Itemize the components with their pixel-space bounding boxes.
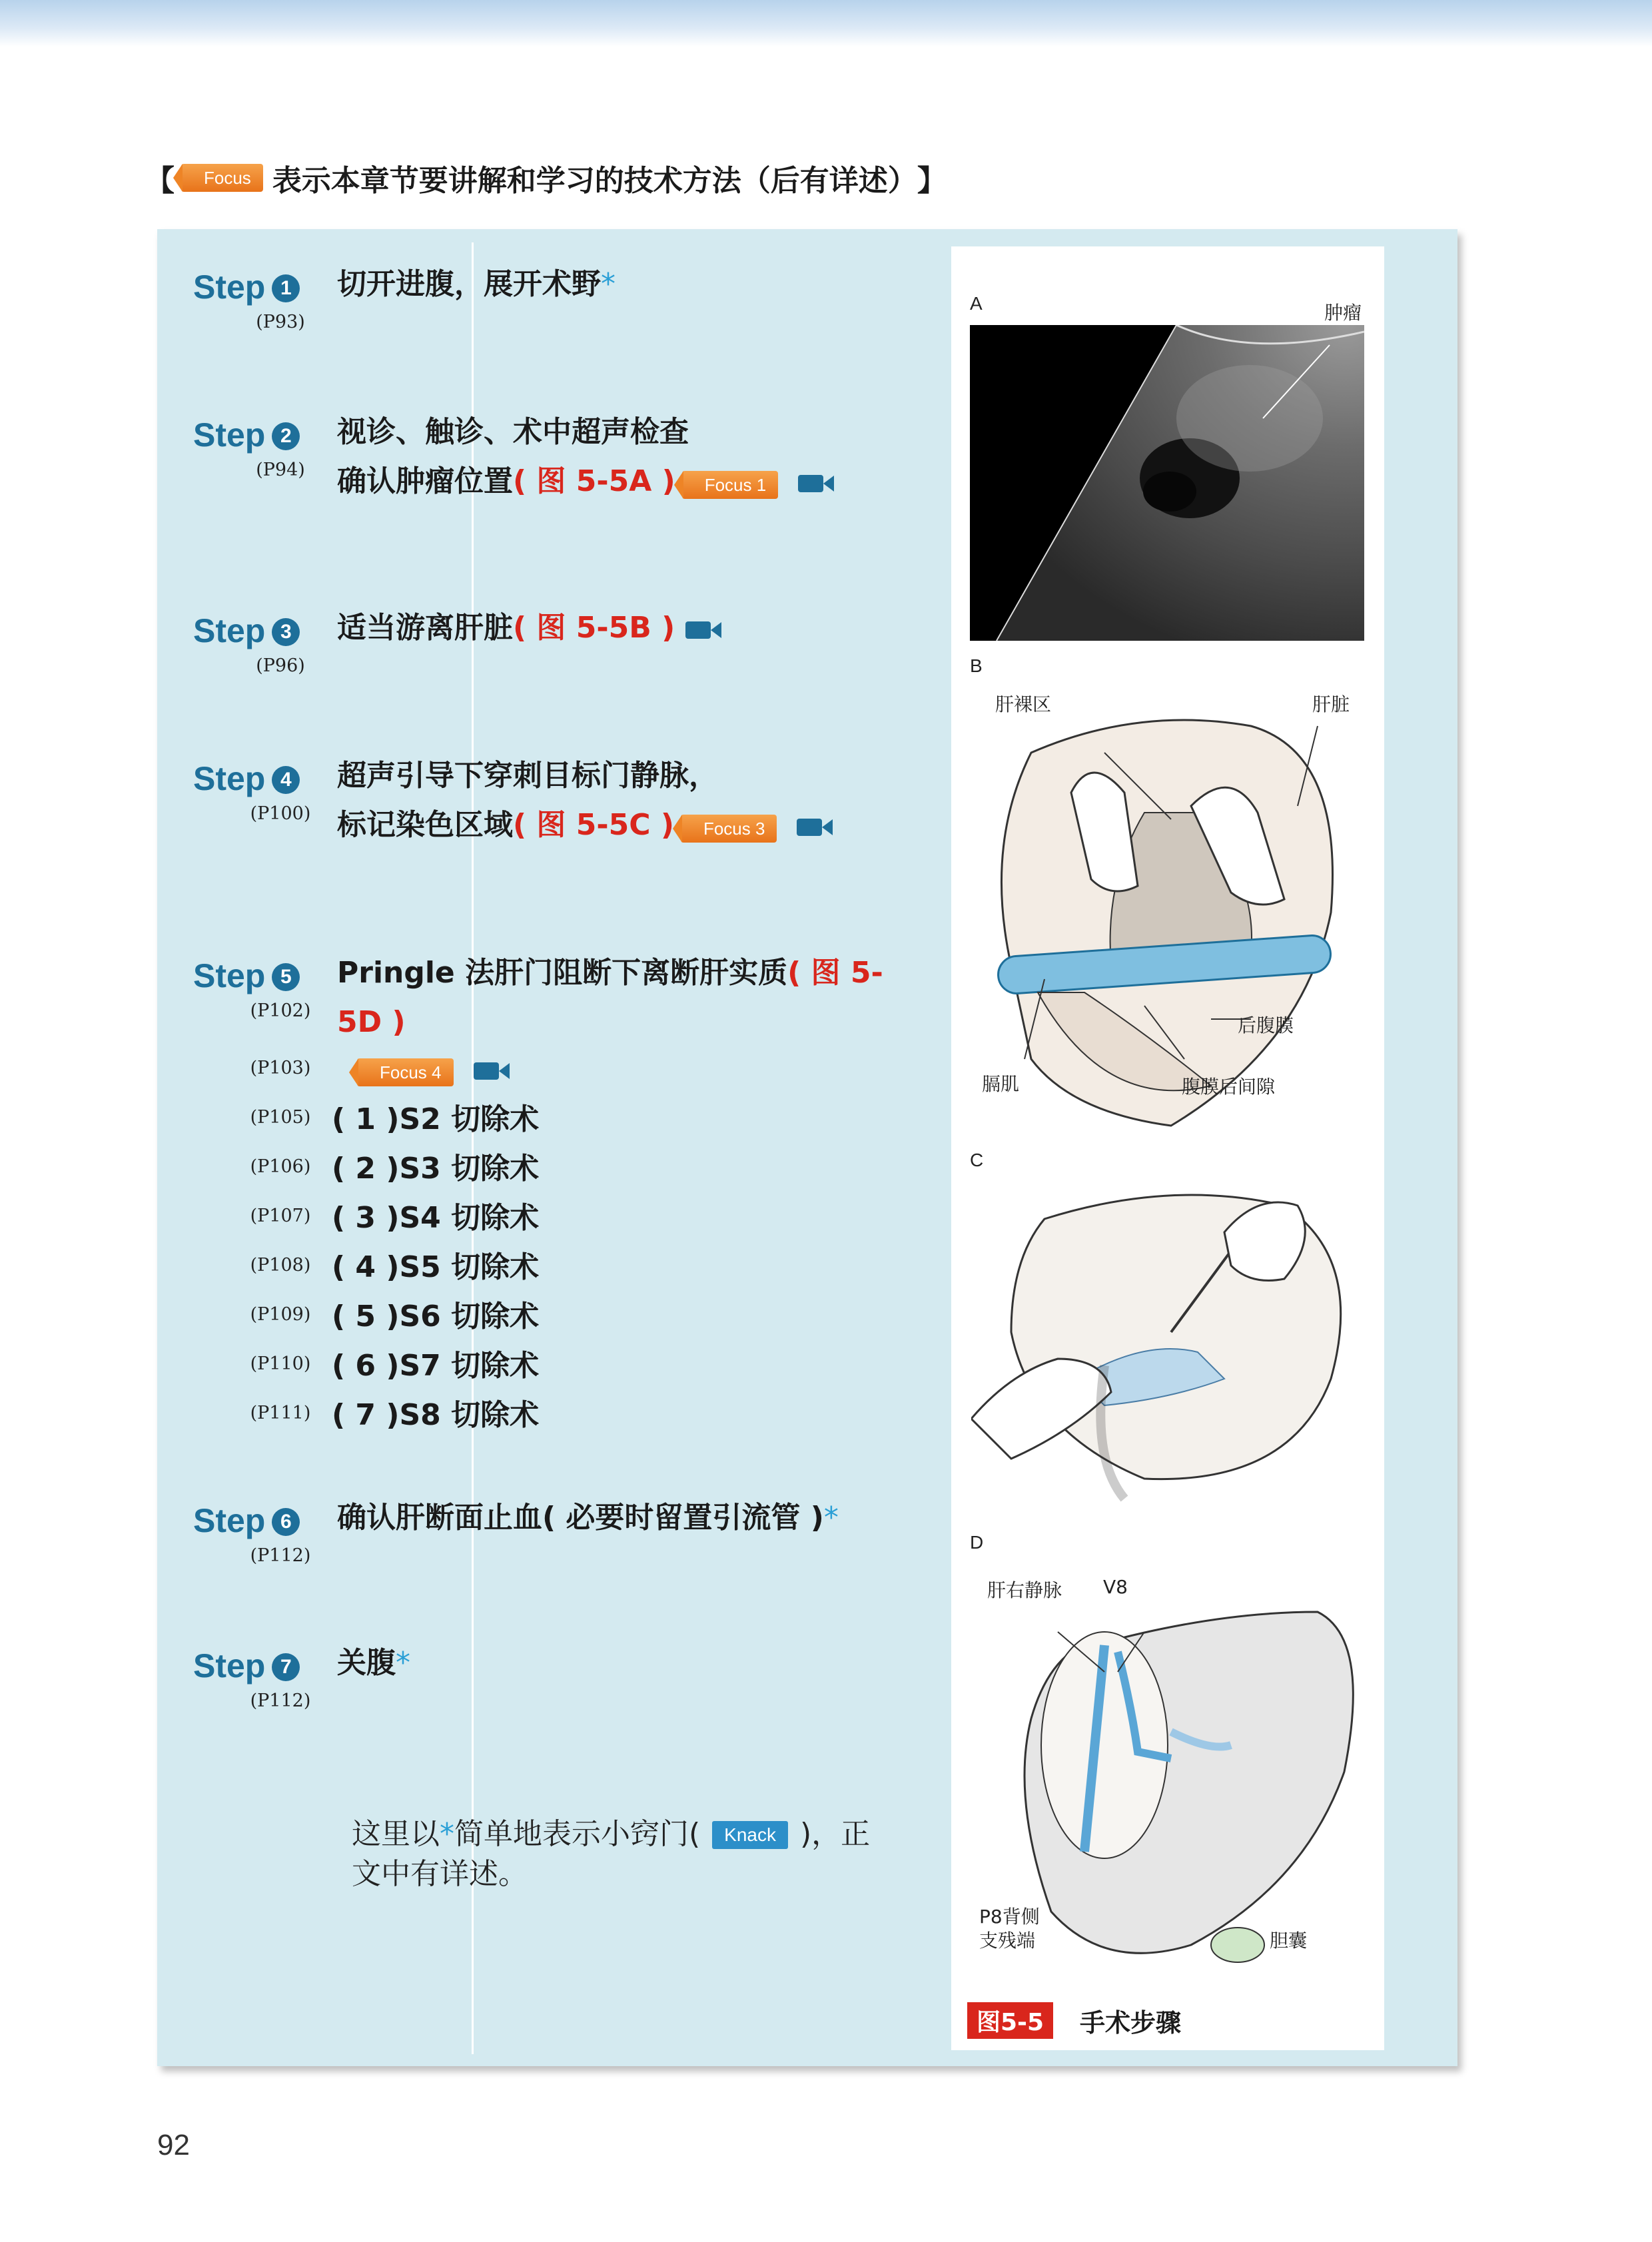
step-5-page-ref: (P102) — [250, 1000, 311, 1021]
sub-step-item: ( 7 )S8 切除术 — [332, 1398, 540, 1432]
knack-asterisk: * — [396, 1646, 410, 1680]
knack-asterisk: * — [823, 1501, 839, 1535]
step-5-page-ref-2: (P103) — [250, 1058, 311, 1078]
step-number-badge: 2 — [272, 422, 300, 450]
sub-page-ref: (P110) — [250, 1353, 311, 1374]
legend — [145, 155, 947, 201]
steps-panel — [157, 229, 1457, 2066]
step-number-badge: 6 — [272, 1508, 300, 1536]
figure-ref: ( 图 5-5C ) — [513, 808, 674, 842]
label-v8: V8 — [1103, 1576, 1128, 1598]
step-number-badge: 5 — [272, 963, 300, 991]
step-4-label: Step 4 — [193, 759, 326, 798]
focus-tag: Focus 4 — [357, 1058, 454, 1086]
knack-asterisk: * — [601, 267, 616, 301]
ultrasound-image — [970, 325, 1364, 641]
liver-mobilization-illustration — [971, 713, 1371, 1139]
step-6-page-ref: (P112) — [250, 1545, 311, 1566]
step-7-page-ref: (P112) — [250, 1690, 311, 1711]
legend-open-bracket: 【 — [145, 164, 175, 198]
step-number-badge: 7 — [272, 1653, 300, 1681]
video-camera-icon[interactable] — [798, 475, 823, 492]
video-camera-icon[interactable] — [797, 819, 822, 836]
legend-focus-tag: Focus — [181, 164, 263, 192]
sub-step-item: ( 5 )S6 切除术 — [332, 1300, 540, 1333]
label-diaphragm: 膈肌 — [982, 1073, 1020, 1095]
step-1-page-ref: (P93) — [256, 312, 305, 332]
figure-d-letter: D — [970, 1532, 984, 1553]
step-3-page-ref: (P96) — [256, 655, 305, 676]
figure-caption-text: 手术步骤 — [1080, 2008, 1182, 2038]
focus-tag: Focus 3 — [681, 815, 777, 843]
step-2-page-ref: (P94) — [256, 460, 305, 480]
video-camera-icon[interactable] — [474, 1062, 499, 1080]
label-retroperitoneum: 后腹膜 — [1238, 1014, 1294, 1036]
sub-step-item: ( 2 )S3 切除术 — [332, 1152, 540, 1186]
label-liver: 肝脏 — [1312, 693, 1350, 715]
figure-number-tag: 图5-5 — [967, 2002, 1053, 2039]
figure-a-letter: A — [970, 293, 983, 314]
portal-puncture-illustration — [971, 1179, 1371, 1512]
step-2-label: Step 2 — [193, 416, 326, 454]
label-p8-stump: P8背侧 — [979, 1906, 1040, 1928]
step-7-label: Step 7 — [193, 1647, 326, 1685]
figure-ref: ( 图 5-5A ) — [513, 464, 675, 498]
label-gallbladder: 胆囊 — [1270, 1930, 1308, 1952]
figure-b-letter: B — [970, 655, 983, 676]
figure-ref: ( 图 5- — [787, 956, 883, 990]
label-right-hepatic-vein: 肝右静脉 — [987, 1579, 1062, 1601]
sub-page-ref: (P109) — [250, 1304, 311, 1325]
step-number-badge: 3 — [272, 618, 300, 646]
step-4-page-ref: (P100) — [250, 803, 311, 824]
sub-page-ref: (P107) — [250, 1206, 311, 1226]
sub-page-ref: (P106) — [250, 1156, 311, 1177]
step-4-line-1: 超声引导下穿刺目标门静脉， — [337, 759, 718, 793]
sub-page-ref: (P108) — [250, 1255, 311, 1276]
step-2-line-2: 确认肿瘤位置( 图 5-5A ) Focus 1 — [337, 457, 1076, 506]
sub-page-ref: (P111) — [250, 1403, 311, 1423]
figure-c-letter: C — [970, 1150, 984, 1170]
step-1-label: Step 1 — [193, 268, 326, 306]
sub-step-item: ( 1 )S2 切除术 — [332, 1102, 540, 1136]
step-1-text: 切开进腹，展开术野* — [337, 267, 616, 301]
page-number: 92 — [157, 2129, 190, 2161]
label-p8-stump-2: 支残端 — [979, 1930, 1036, 1952]
step-7-text: 关腹* — [337, 1646, 410, 1680]
step-5-line-1: Pringle 法肝门阻断下离断肝实质 — [337, 956, 788, 990]
step-4-line-2: 标记染色区域( 图 5-5C ) Focus 3 — [337, 801, 1076, 850]
step-6-text: 确认肝断面止血( 必要时留置引流管 )* — [337, 1501, 839, 1535]
step-5-label: Step 5 — [193, 956, 326, 995]
sub-step-item: ( 6 )S7 切除术 — [332, 1349, 540, 1383]
focus-tag: Focus 1 — [682, 471, 779, 499]
knack-asterisk: * — [440, 1817, 454, 1851]
step-3-label: Step 3 — [193, 611, 326, 650]
step-2-line-1: 视诊、触诊、术中超声检查 — [337, 415, 689, 449]
step-3-text: 适当游离肝脏( 图 5-5B ) — [337, 603, 1076, 653]
knack-tag: Knack — [712, 1821, 788, 1849]
knack-note: 这里以*简单地表示小窍门( Knack )，正 文中有详述。 — [352, 1817, 871, 1891]
label-tumor: 肿瘤 — [1324, 302, 1362, 324]
video-camera-icon[interactable] — [685, 621, 711, 639]
legend-close-bracket: 】 — [917, 164, 947, 198]
sub-page-ref: (P105) — [250, 1107, 311, 1128]
top-color-band — [0, 0, 1652, 47]
step-6-label: Step 6 — [193, 1501, 326, 1540]
figure-ref: ( 图 5-5B ) — [513, 611, 675, 645]
sub-step-item: ( 4 )S5 切除术 — [332, 1250, 540, 1284]
step-number-badge: 4 — [272, 766, 300, 794]
figure-5-5 — [951, 246, 1384, 2050]
label-retroperitoneal-space: 腹膜后间隙 — [1182, 1076, 1276, 1098]
step-number-badge: 1 — [272, 274, 300, 302]
sub-step-item: ( 3 )S4 切除术 — [332, 1201, 540, 1235]
figure-ref-cont: 5D ) — [337, 1005, 406, 1039]
figure-caption — [967, 2002, 1181, 2039]
legend-text: 表示本章节要讲解和学习的技术方法（后有详述） — [272, 164, 917, 198]
label-bare-area: 肝裸区 — [995, 693, 1052, 715]
